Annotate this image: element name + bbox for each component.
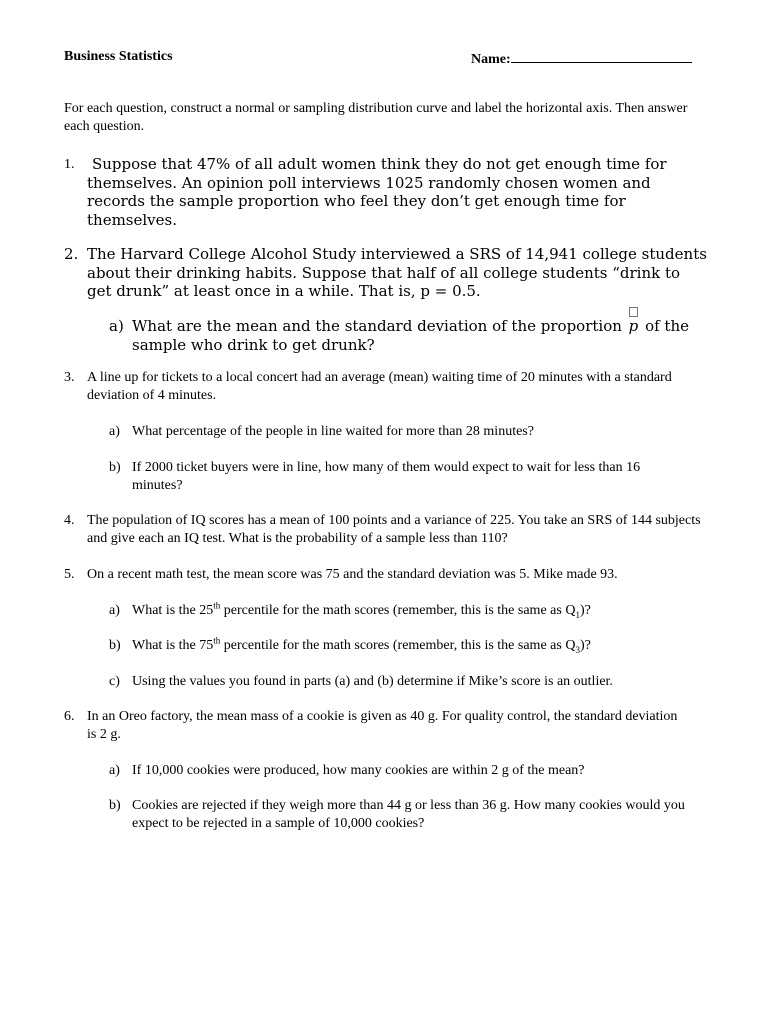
question-2a-text-before: What are the mean and the standard deviation of the proportion	[132, 317, 622, 335]
question-6b-label: b)	[109, 798, 121, 813]
q5a-text-3: )?	[579, 603, 591, 618]
question-3b-text: If 2000 ticket buyers were in line, how many of them would expect to wait for less than 16 minutes?	[132, 460, 641, 493]
instructions: For each question, construct a normal or sampling distribution curve and label the horizontal axis. Then answer each question.	[64, 101, 688, 134]
question-2-text: The Harvard College Alcohol Study interviewed a SRS of 14,941 college students about their drinking habits. Suppose that half of all college students “drink to get drunk” at least once in a while. That is, p = 0.5.	[87, 245, 707, 300]
question-2-number: 2.	[64, 245, 79, 263]
question-6a-label: a)	[109, 763, 120, 778]
question-4-text: The population of IQ scores has a mean of 100 points and a variance of 225. You take an SRS of 144 subjects and give each an IQ test. What is the probability of a sample less than 110?	[87, 513, 701, 546]
question-2a-label: a)	[109, 317, 124, 335]
question-5a-label: a)	[109, 603, 120, 618]
question-5b-label: b)	[109, 638, 121, 653]
question-3b-label: b)	[109, 460, 121, 475]
question-5-text: On a recent math test, the mean score was 75 and the standard deviation was 5. Mike made 93.	[87, 567, 618, 582]
question-3a-text: What percentage of the people in line waited for more than 28 minutes?	[132, 424, 534, 439]
question-2a-text	[132, 317, 710, 354]
hat-placeholder-box	[629, 307, 638, 317]
q5b-subscript: 3	[575, 644, 580, 655]
q5a-text-2: percentile for the math scores (remember, this is the same as Q	[220, 603, 576, 618]
question-5c-label: c)	[109, 674, 120, 689]
question-1-text: Suppose that 47% of all adult women think they do not get enough time for themselves. An opinion poll interviews 1025 randomly chosen women and records the sample proportion who feel they don’t get enough time for themselves.	[87, 155, 667, 229]
question-3-text: A line up for tickets to a local concert had an average (mean) waiting time of 20 minutes with a standard deviation of 4 minutes.	[87, 370, 672, 403]
question-2a-text-after: of the sample who drink to get drunk?	[132, 317, 689, 354]
question-5c-text: Using the values you found in parts (a) and (b) determine if Mike’s score is an outlier.	[132, 674, 613, 689]
question-6a-text: If 10,000 cookies were produced, how many cookies are within 2 g of the mean?	[132, 763, 585, 778]
q5b-text-1: What is the 75	[132, 638, 214, 653]
question-6b-text: Cookies are rejected if they weigh more than 44 g or less than 36 g. How many cookies would you expect to be rejected in a sample of 10,000 cookies?	[132, 798, 685, 831]
question-5b-text	[132, 637, 710, 655]
p-symbol: p	[628, 317, 639, 335]
name-field	[471, 48, 692, 69]
question-6-text: In an Oreo factory, the mean mass of a cookie is given as 40 g. For quality control, the standard deviation is 2 g.	[87, 709, 678, 742]
question-3-number: 3.	[64, 370, 75, 385]
q5a-subscript: 1	[575, 609, 580, 620]
question-5a-text	[132, 602, 710, 620]
name-blank-line	[511, 48, 692, 63]
question-1-number: 1.	[64, 157, 75, 172]
p-hat-symbol	[629, 317, 639, 336]
question-4-number: 4.	[64, 513, 75, 528]
question-6-number: 6.	[64, 709, 75, 724]
course-title: Business Statistics	[64, 49, 173, 64]
q5a-text-1: What is the 25	[132, 603, 214, 618]
question-3a-label: a)	[109, 424, 120, 439]
q5a-superscript: th	[213, 600, 221, 611]
q5b-superscript: th	[213, 635, 221, 646]
name-label: Name:	[471, 52, 511, 67]
q5b-text-3: )?	[579, 638, 591, 653]
q5b-text-2: percentile for the math scores (remember, this is the same as Q	[220, 638, 576, 653]
question-5-number: 5.	[64, 567, 75, 582]
